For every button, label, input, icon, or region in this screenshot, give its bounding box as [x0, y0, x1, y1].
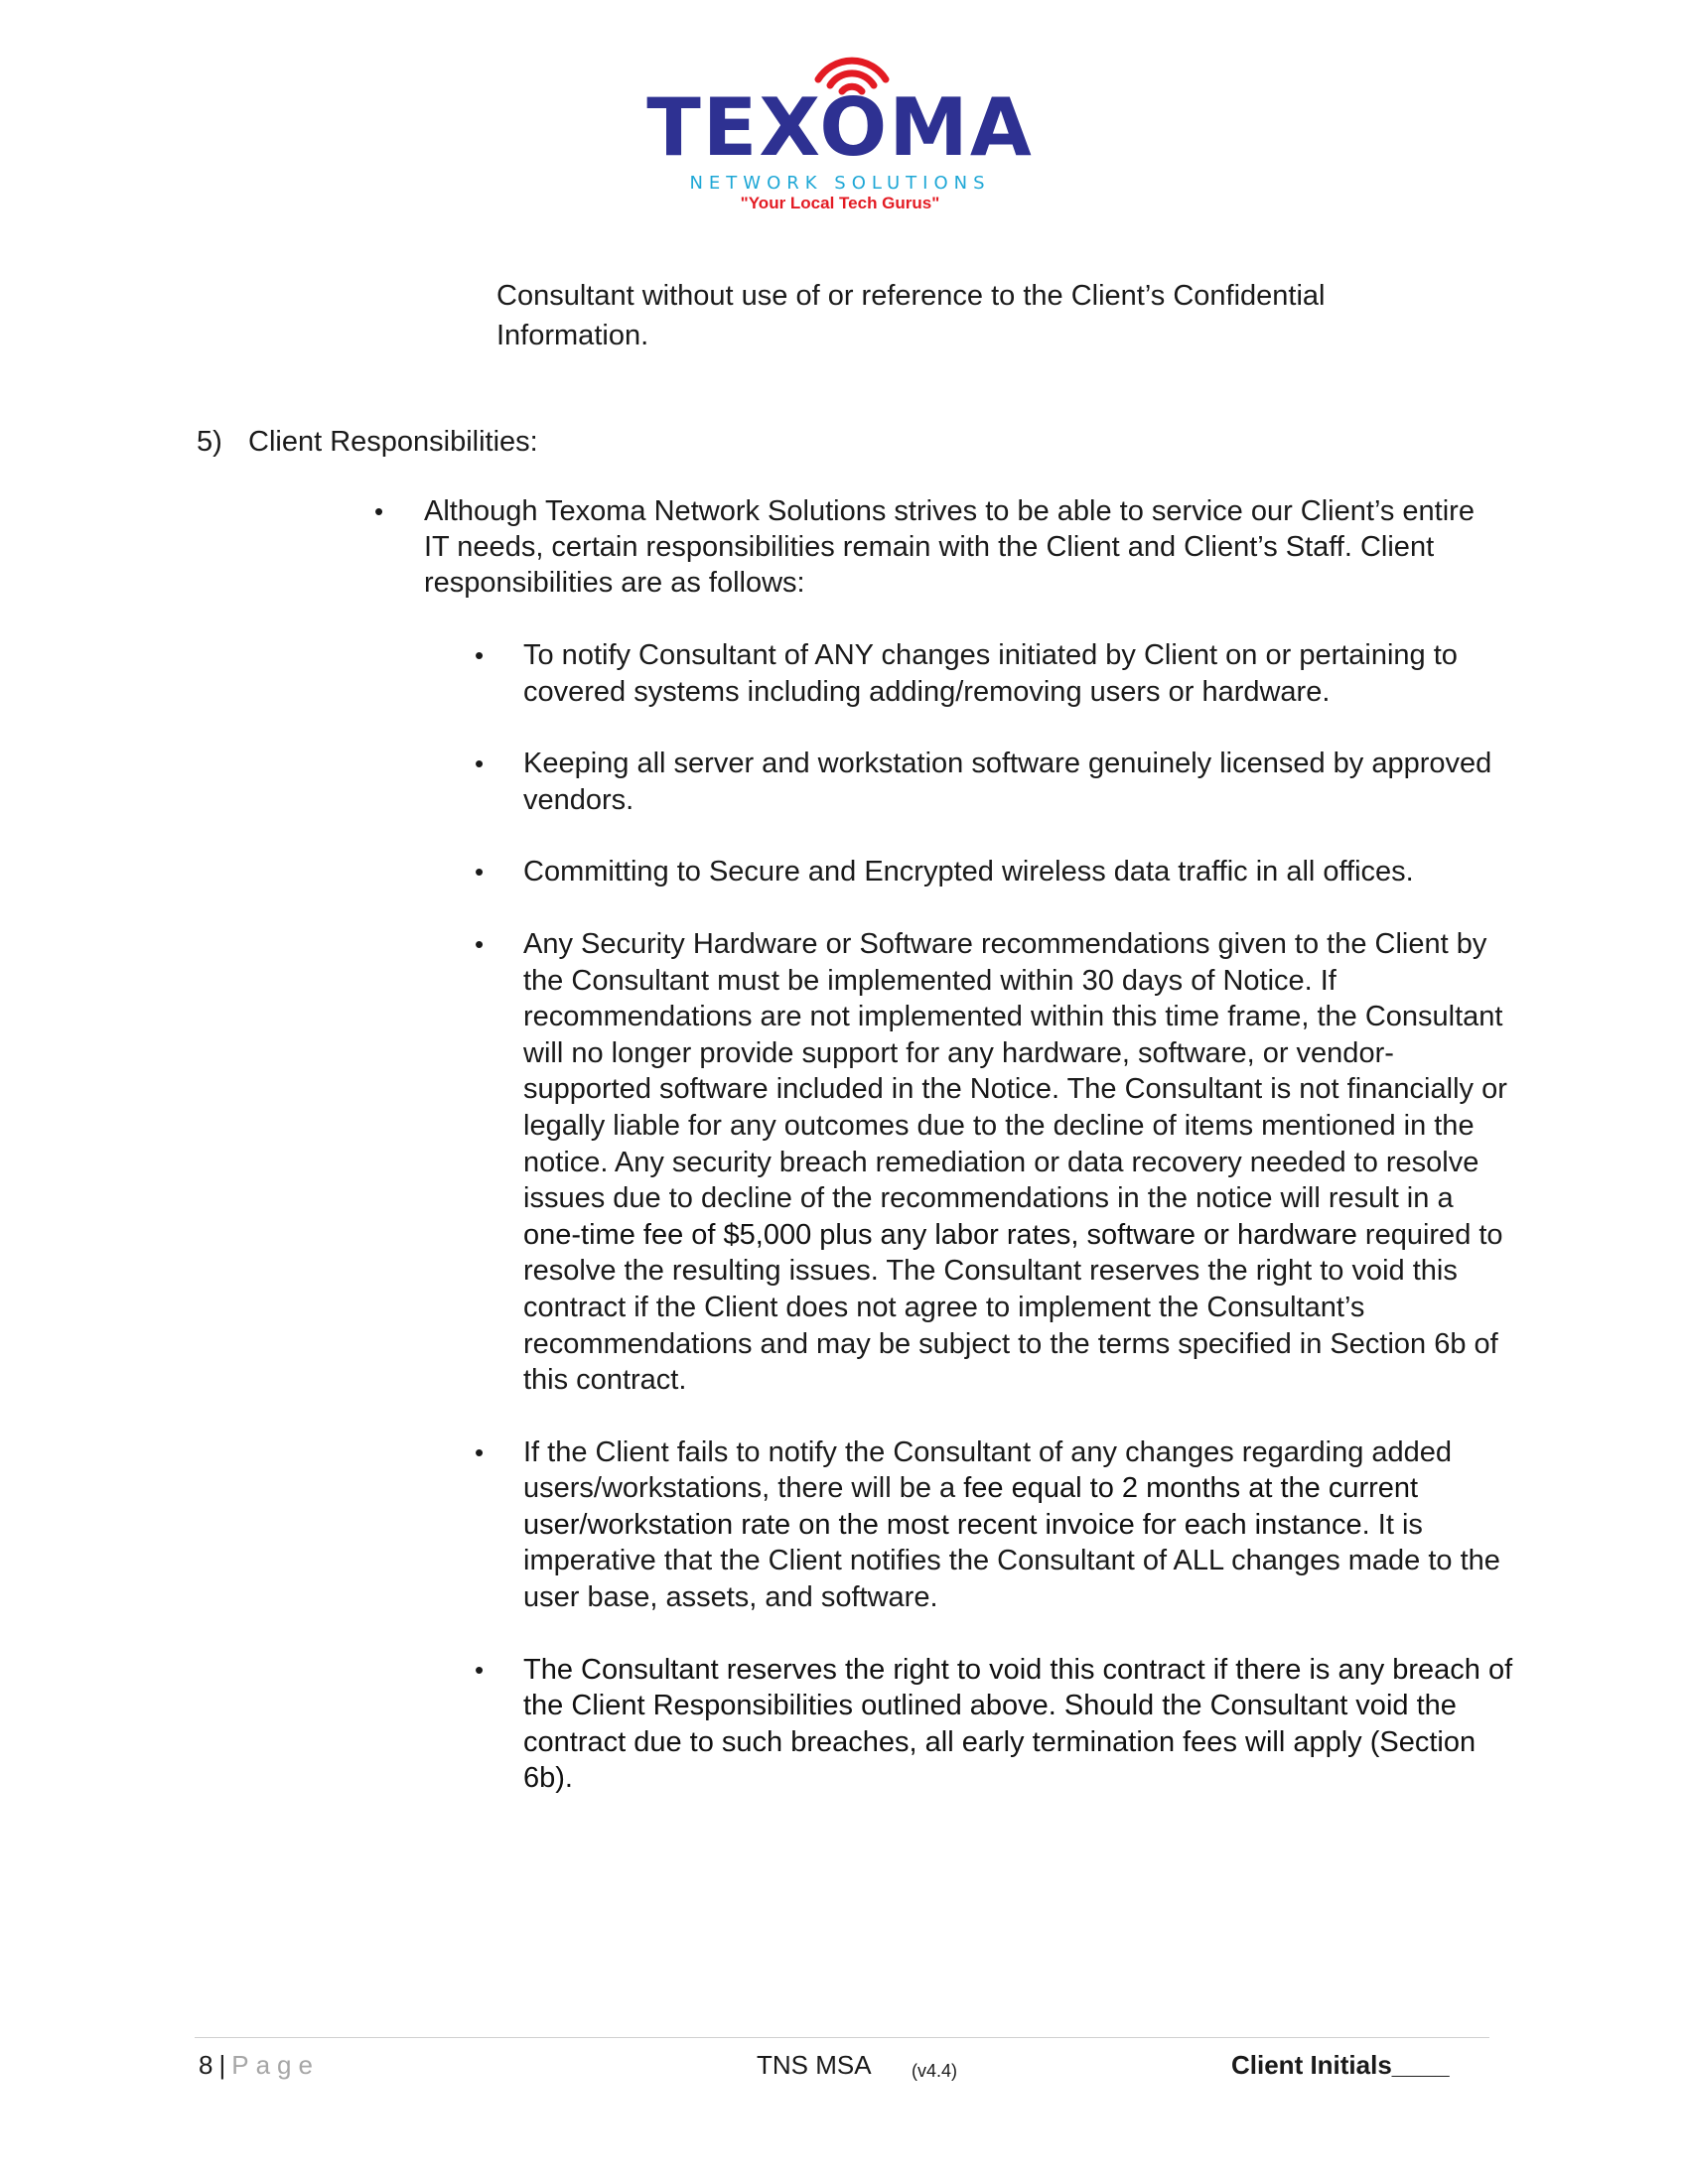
document-version: (v4.4) — [912, 2061, 958, 2081]
bullet-icon: • — [475, 1436, 485, 1467]
bullet-icon: • — [475, 857, 485, 887]
document-id: TNS MSA — [757, 2050, 872, 2080]
section-number: 5) — [197, 426, 222, 458]
footer-separator: | — [218, 2050, 226, 2080]
footer-divider — [195, 2037, 1489, 2038]
page-number: 8 — [199, 2050, 213, 2080]
void-contract-emphasis: The Consultant reserves the right to void this contract if there is any breach of the Client Responsibilities outlined above. Should the Consultant void the contract due to such breaches, all early termination fees will apply (Section 6b). — [523, 1653, 1513, 1795]
page-word: Page — [231, 2050, 320, 2080]
list-item-text: If the Client fails to notify the Consultant of any changes regarding added users/workstations, there will be a — [523, 1435, 1453, 1505]
bullet-icon: • — [475, 928, 485, 959]
list-item-text: Committing to Secure and Encrypted wireless data traffic in all offices. — [523, 856, 1414, 888]
intro-bullet-text: Although Texoma Network Solutions strives to be able to service our Client’s entire IT needs, certain responsibilities remain with the Client and Client’s Staff. Client responsibilities are as follows: — [424, 495, 1475, 599]
list-item-text: To notify Consultant of ANY changes initiated by Client on or pertaining to covered systems including adding/removing users or hardware. — [523, 639, 1458, 708]
list-item-text: Any Security Hardware or Software recommendations given to the Client by the Consultant must be implemented within 30 days of Notice. If recommendations are not implemented within this time frame, the Consultant will no longer provide support for any hardware, software, or vendor-supported software included in the Notice. The Consultant is not financially or legally liable for any outcomes due to the decline of items mentioned in the notice. Any security breach remediation or data recovery needed to resolve issues due to decline of the recommendations in the notice will result in a — [523, 927, 1507, 1215]
bullet-icon: • — [475, 640, 485, 670]
list-item — [475, 926, 1517, 1399]
list-item — [475, 854, 1517, 890]
intro-bullet — [374, 493, 1489, 601]
logo-subtitle: NETWORK SOLUTIONS — [689, 173, 991, 194]
list-item — [475, 637, 1517, 710]
fee-emphasis: fee equal to 2 months at the current user/workstation rate on the most recent invoice for each instance — [523, 1472, 1419, 1541]
list-item-text: required to resolve the resulting issues. The Consultant reserves the right to void this contract if the Client does not agree to implement the Consultant’s recommendations and may be subject to the terms specified in Section 6b of this contract. — [523, 1218, 1503, 1397]
bullet-icon: • — [475, 1654, 485, 1685]
list-item — [475, 1652, 1517, 1797]
list-item — [475, 746, 1517, 818]
fee-emphasis: one-time fee of $5,000 plus any labor rates, software or hardware — [523, 1218, 1357, 1251]
responsibilities-list — [475, 637, 1517, 1833]
section-title: Client Responsibilities: — [248, 426, 538, 458]
list-item-text: . It is imperative that the Client notifies the Consultant of ALL changes made to the user base, assets, and software. — [523, 1508, 1500, 1614]
bullet-icon: • — [475, 749, 485, 779]
list-item-text: Keeping all server and workstation software genuinely licensed by approved vendors. — [523, 748, 1492, 816]
page-number-label — [199, 2047, 320, 2083]
continuation-paragraph: Consultant without use of or reference to the Client’s Confidential Information. — [496, 280, 1326, 351]
client-initials-field: Client Initials____ — [1231, 2050, 1450, 2080]
section-heading — [197, 422, 538, 462]
logo-wordmark: TEXOMA — [646, 81, 1034, 174]
logo-tagline: "Your Local Tech Gurus" — [740, 194, 940, 212]
bullet-icon: • — [374, 496, 384, 526]
company-logo — [632, 50, 1049, 212]
list-item — [475, 1434, 1517, 1616]
page-footer — [0, 2047, 1688, 2087]
